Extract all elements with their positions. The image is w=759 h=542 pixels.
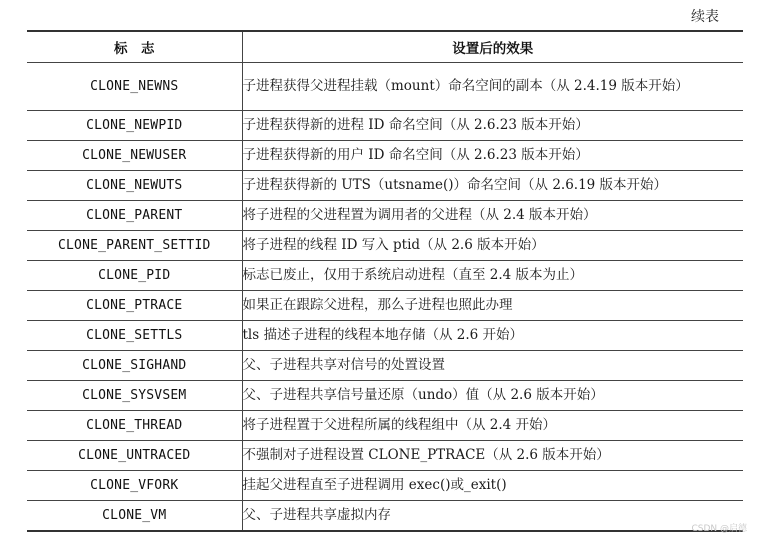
flag-cell: CLONE_NEWNS bbox=[27, 63, 242, 111]
effect-cell: 父、子进程共享信号量还原（undo）值（从 2.6 版本开始） bbox=[242, 381, 743, 411]
effect-cell: 如果正在跟踪父进程，那么子进程也照此办理 bbox=[242, 291, 743, 321]
flag-cell: CLONE_SETTLS bbox=[27, 321, 242, 351]
effect-cell: 子进程获得新的 UTS（utsname()）命名空间（从 2.6.19 版本开始） bbox=[242, 171, 743, 201]
effect-cell: 子进程获得新的用户 ID 命名空间（从 2.6.23 版本开始） bbox=[242, 141, 743, 171]
table-header-row bbox=[27, 31, 743, 63]
table-row bbox=[27, 141, 743, 171]
table-row bbox=[27, 171, 743, 201]
effect-cell: 子进程获得父进程挂载（mount）命名空间的副本（从 2.4.19 版本开始） bbox=[242, 63, 743, 111]
effect-cell: 挂起父进程直至子进程调用 exec()或_exit() bbox=[242, 471, 743, 501]
flag-cell: CLONE_NEWPID bbox=[27, 111, 242, 141]
flag-cell: CLONE_NEWUTS bbox=[27, 171, 242, 201]
effect-cell: 父、子进程共享虚拟内存 bbox=[242, 501, 743, 532]
effect-cell: 不强制对子进程设置 CLONE_PTRACE（从 2.6 版本开始） bbox=[242, 441, 743, 471]
watermark: CSDN @启德 bbox=[691, 524, 747, 534]
table-row bbox=[27, 201, 743, 231]
flag-cell: CLONE_SYSVSEM bbox=[27, 381, 242, 411]
flag-cell: CLONE_VFORK bbox=[27, 471, 242, 501]
table-row bbox=[27, 411, 743, 441]
flag-cell: CLONE_NEWUSER bbox=[27, 141, 242, 171]
header-effect: 设置后的效果 bbox=[242, 31, 743, 63]
table-row bbox=[27, 441, 743, 471]
table-row bbox=[27, 321, 743, 351]
flag-cell: CLONE_PARENT bbox=[27, 201, 242, 231]
flag-cell: CLONE_SIGHAND bbox=[27, 351, 242, 381]
effect-cell: 父、子进程共享对信号的处置设置 bbox=[242, 351, 743, 381]
continued-label: 续表 bbox=[691, 9, 719, 25]
flag-cell: CLONE_THREAD bbox=[27, 411, 242, 441]
effect-cell: 将子进程的线程 ID 写入 ptid（从 2.6 版本开始） bbox=[242, 231, 743, 261]
header-flag: 标 志 bbox=[27, 31, 242, 63]
table-row bbox=[27, 381, 743, 411]
effect-cell: 子进程获得新的进程 ID 命名空间（从 2.6.23 版本开始） bbox=[242, 111, 743, 141]
effect-cell: tls 描述子进程的线程本地存储（从 2.6 开始） bbox=[242, 321, 743, 351]
table-row bbox=[27, 501, 743, 532]
effect-cell: 标志已废止，仅用于系统启动进程（直至 2.4 版本为止） bbox=[242, 261, 743, 291]
flag-cell: CLONE_PID bbox=[27, 261, 242, 291]
table-row bbox=[27, 63, 743, 111]
flag-cell: CLONE_VM bbox=[27, 501, 242, 532]
flag-cell: CLONE_UNTRACED bbox=[27, 441, 242, 471]
effect-cell: 将子进程的父进程置为调用者的父进程（从 2.4 版本开始） bbox=[242, 201, 743, 231]
table-row bbox=[27, 111, 743, 141]
flag-cell: CLONE_PTRACE bbox=[27, 291, 242, 321]
effect-cell: 将子进程置于父进程所属的线程组中（从 2.4 开始） bbox=[242, 411, 743, 441]
table-row bbox=[27, 261, 743, 291]
table-row bbox=[27, 471, 743, 501]
table-row bbox=[27, 291, 743, 321]
flag-cell: CLONE_PARENT_SETTID bbox=[27, 231, 242, 261]
clone-flags-table bbox=[27, 30, 743, 532]
table-row bbox=[27, 351, 743, 381]
table-row bbox=[27, 231, 743, 261]
